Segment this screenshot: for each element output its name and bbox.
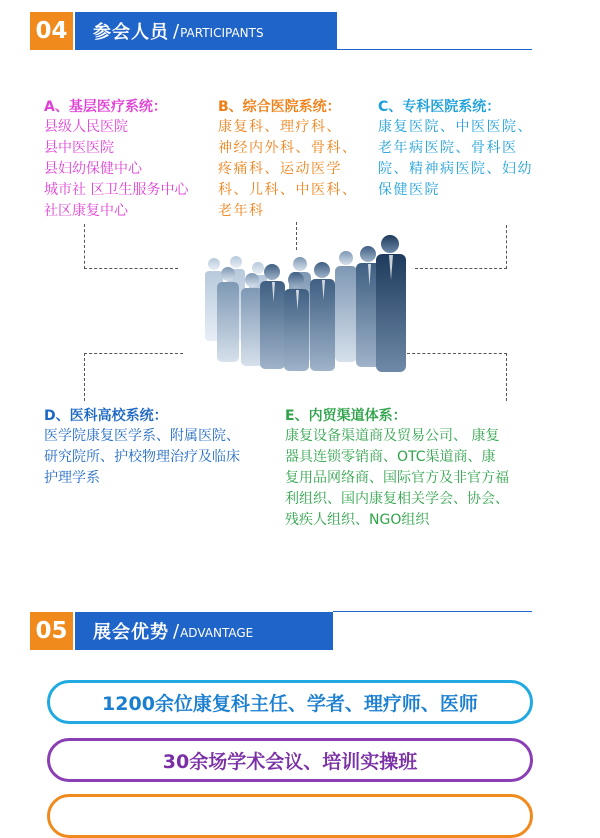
advantage-text: 1200余位康复科主任、学者、理疗师、医师 xyxy=(102,692,478,715)
connector-line xyxy=(415,268,507,269)
section-title-slash: / xyxy=(173,20,180,42)
advantage-text: 30余场学术会议、培训实操班 xyxy=(162,750,418,773)
list-item: 城市社 区卫生服务中心 xyxy=(44,182,189,198)
list-item: 县级人民医院 xyxy=(44,119,128,135)
connector-line xyxy=(84,353,183,354)
list-item: 县中医医院 xyxy=(44,140,114,156)
list-item: 研究院所、护校物理治疗及临床 xyxy=(44,449,240,465)
business-people-illustration xyxy=(200,232,415,375)
section-title-zh: 参会人员 xyxy=(93,22,169,43)
list-item: 器具连锁零销商、OTC渠道商、康 xyxy=(285,449,496,465)
section-title-en: ADVANTAGE xyxy=(180,625,254,640)
connector-line xyxy=(407,353,507,354)
list-item: 保健医院 xyxy=(378,182,440,198)
list-item: 康复科、理疗科、 xyxy=(218,119,342,135)
category-d xyxy=(44,406,279,489)
list-item: 康复设备渠道商及贸易公司、 康复 xyxy=(285,428,500,444)
list-item: 老年病医院、骨科医 xyxy=(378,140,518,156)
advantage-pill xyxy=(47,680,533,724)
list-item: 护理学系 xyxy=(44,470,100,486)
list-item: 复用品网络商、国际官方及非官方福 xyxy=(285,470,509,486)
section-number: 04 xyxy=(30,12,73,50)
category-a-list xyxy=(44,117,219,222)
list-item: 残疾人组织、NGO组织 xyxy=(285,512,430,528)
connector-line xyxy=(84,224,85,269)
category-b xyxy=(218,97,378,222)
connector-line xyxy=(84,268,178,269)
list-item: 康复医院、中医医院、 xyxy=(378,119,533,135)
list-item: 县妇幼保健中心 xyxy=(44,161,142,177)
section-title-en: PARTICIPANTS xyxy=(180,25,264,40)
list-item: 科、儿科、中医科、 xyxy=(218,182,358,198)
category-a xyxy=(44,97,219,222)
list-item: 医学院康复医学系、附属医院、 xyxy=(44,428,240,444)
category-e-title: E、内贸渠道体系： xyxy=(285,408,407,424)
list-item: 社区康复中心 xyxy=(44,203,128,219)
category-d-title: D、医科高校系统： xyxy=(44,408,168,424)
list-item: 神经内外科、骨科、 xyxy=(218,140,358,156)
category-a-title: A、基层医疗系统： xyxy=(44,99,167,115)
category-e-list xyxy=(285,426,545,531)
list-item: 院、精神病医院、妇幼 xyxy=(378,161,533,177)
section-title-zh: 展会优势 xyxy=(93,622,169,643)
category-c-title: C、专科医院系统： xyxy=(378,99,501,115)
list-item: 老年科 xyxy=(218,203,265,219)
list-item: 疼痛科、运动医学 xyxy=(218,161,342,177)
section-title-bar xyxy=(75,12,337,50)
connector-line xyxy=(506,225,507,269)
category-d-list xyxy=(44,426,279,489)
section-underline xyxy=(333,611,532,612)
category-b-title: B、综合医院系统： xyxy=(218,99,341,115)
list-item: 利组织、国内康复相关学会、协会、 xyxy=(285,491,509,507)
category-b-list xyxy=(218,117,378,222)
connector-line xyxy=(84,353,85,401)
advantage-pill xyxy=(47,738,533,782)
connector-line xyxy=(506,353,507,401)
section-underline xyxy=(337,49,532,50)
section-title-slash: / xyxy=(173,620,180,642)
category-e xyxy=(285,406,545,531)
category-c xyxy=(378,97,553,201)
section-number: 05 xyxy=(30,612,73,650)
category-c-list xyxy=(378,117,553,201)
section-title-bar xyxy=(75,612,333,650)
